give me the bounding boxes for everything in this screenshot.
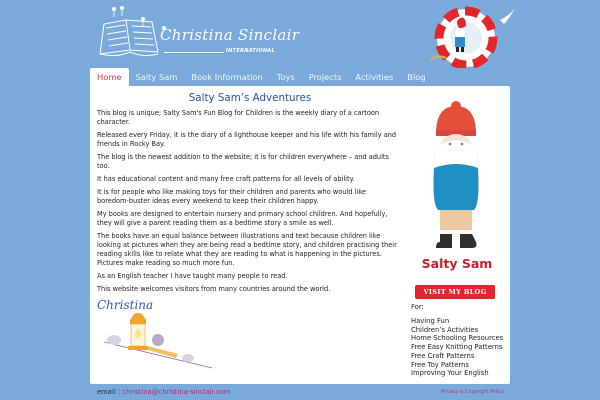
list-item: Free Easy Knitting Patterns: [411, 343, 503, 352]
paragraph: This blog is unique; Salty Sam's Fun Blog for Children is the weekly diary of a cartoon character.: [97, 109, 380, 126]
list-item: Children’s Activities: [411, 325, 479, 334]
paragraph: My books are designed to entertain nursery and primary school children. And hopefully, they will give a parent reading them as a bedtime story a smile as well.: [97, 210, 388, 227]
list-item: Free Craft Patterns: [411, 351, 475, 360]
salty-sam-illustration: [408, 94, 508, 254]
page-title: Salty Sam’s Adventures: [188, 92, 312, 104]
signature: Christina: [97, 298, 154, 312]
paragraph: The books have an equal balance between illustrations and text because children like looking at pictures when they are being read a bedtime story, and children practising their reading skills like to relate what they are reading to what is happening in the pictures. Pictures make reading so much more fun.: [97, 232, 397, 267]
paragraph: The blog is the newest addition to the website; it is for children everywhere – and adults too.: [97, 153, 389, 170]
main-nav: [90, 68, 433, 86]
nav-projects[interactable]: Projects: [308, 72, 342, 82]
lifebuoy-icon: [420, 4, 520, 68]
main-article: [97, 92, 399, 312]
logo-divider: [164, 52, 224, 53]
site-logo[interactable]: [96, 4, 300, 62]
list-item: Having Fun: [411, 317, 450, 325]
list-item: Home Schooling Resources: [411, 334, 504, 343]
paragraph: This website welcomes visitors from many countries around the world.: [97, 285, 331, 293]
paragraph: Released every Friday, it is the diary of a lighthouse keeper and his life with his family and friends in Rocky Bay.: [97, 131, 397, 148]
salty-sam-character-icon: [408, 94, 504, 254]
email-label: email :: [97, 388, 121, 396]
lantern-illustration: [100, 312, 220, 372]
logo-subtitle: INTERNATIONAL: [226, 48, 275, 54]
paragraph: It is for people who like making toys for their children and parents who would like boredom-buster ideas every weekend to keep their children happy.: [97, 188, 366, 205]
nav-toys[interactable]: Toys: [276, 72, 295, 82]
privacy-policy-link[interactable]: Privacy & Copyright Policy: [441, 390, 504, 395]
salty-sam-caption: Salty Sam: [421, 256, 493, 271]
logo-title: Christina Sinclair: [160, 26, 300, 44]
email-link[interactable]: christina@christina-sinclair.com: [122, 388, 231, 396]
nav-book-information[interactable]: Book Information: [191, 72, 263, 82]
list-item: Free Toy Patterns: [411, 360, 469, 369]
mascot-lifebuoy-badge: [420, 4, 520, 68]
visit-my-blog-button[interactable]: VISIT MY BLOG: [415, 285, 495, 299]
site-header: [0, 0, 600, 68]
lantern-with-mice-icon: [100, 312, 220, 372]
paragraph: It has educational content and many free craft patterns for all levels of ability.: [97, 175, 355, 183]
nav-activities[interactable]: Activities: [355, 72, 394, 82]
content-panel: [90, 86, 510, 384]
footer-contact: [97, 388, 230, 396]
for-label: For:: [411, 303, 424, 311]
paragraph: As an English teacher I have taught many people to read.: [97, 272, 288, 280]
nav-home[interactable]: Home: [90, 68, 129, 86]
open-book-icon: [96, 4, 166, 62]
audience-list: [411, 317, 504, 378]
list-item: Improving Your English: [411, 369, 489, 378]
nav-salty-sam[interactable]: Salty Sam: [135, 72, 178, 82]
sidebar: [408, 94, 504, 378]
nav-blog[interactable]: Blog: [407, 72, 426, 82]
